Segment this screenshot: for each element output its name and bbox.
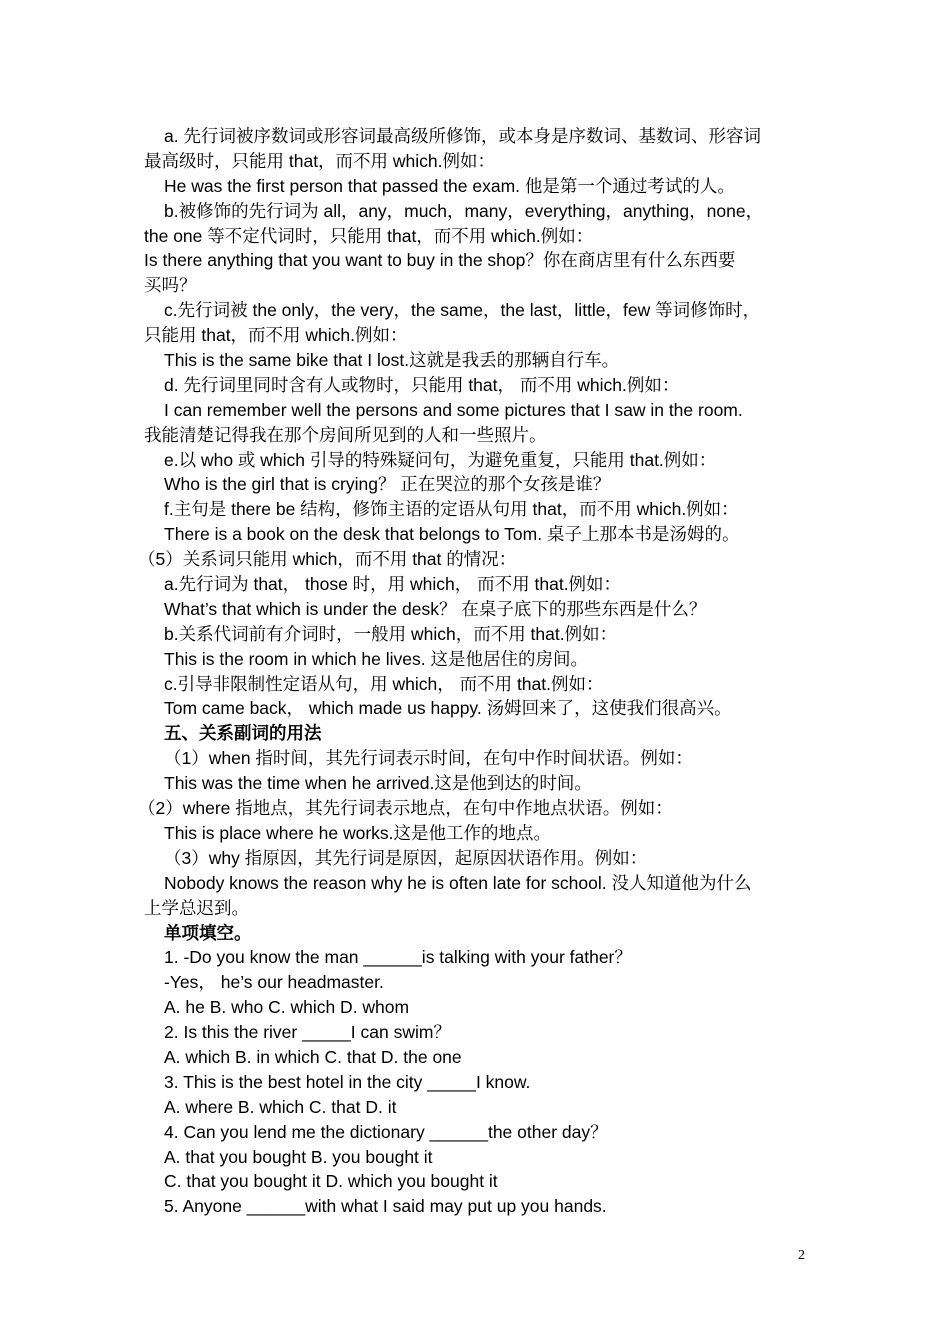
text-line: A. which B. in which C. that D. the one: [164, 1046, 462, 1067]
document-body: [138, 124, 814, 1219]
text-line: 最高级时，只能用 that，而不用 which.例如：: [144, 150, 496, 171]
text-line: a. 先行词被序数词或形容词最高级所修饰，或本身是序数词、基数词、形容词: [164, 126, 761, 146]
text-line: What’s that which is under the desk？ 在桌子底下的那些东西是什么？: [164, 598, 707, 619]
text-line: （3）why 指原因，其先行词是原因，起原因状语作用。例如：: [164, 847, 648, 868]
text-line: c.引导非限制性定语从句，用 which， 而不用 that.例如：: [164, 673, 604, 694]
text-line: （5）关系词只能用 which，而不用 that 的情况：: [138, 549, 517, 570]
text-line: Who is the girl that is crying？ 正在哭泣的那个女孩是谁？: [164, 474, 611, 495]
page-number: 2: [798, 1248, 805, 1263]
section-heading: 五、关系副词的用法: [164, 723, 322, 744]
text-line: c.先行词被 the only，the very，the same，the last，little，few 等词修饰时，: [164, 300, 761, 321]
text-line: the one 等不定代词时，只能用 that，而不用 which.例如：: [144, 225, 594, 246]
text-line: This is the room in which he lives. 这是他居住的房间。: [164, 648, 588, 669]
text-line: A. that you bought B. you bought it: [164, 1146, 433, 1167]
text-line: 买吗？: [144, 275, 197, 296]
text-line: I can remember well the persons and some pictures that I saw in the room.: [164, 399, 743, 420]
text-line: This was the time when he arrived.这是他到达的时间。: [164, 773, 592, 794]
section-heading: 单项填空。: [164, 922, 252, 943]
text-line: Nobody knows the reason why he is often late for school. 没人知道他为什么: [164, 872, 752, 893]
text-line: f.主句是 there be 结构，修饰主语的定语从句用 that，而不用 which.例如：: [164, 499, 739, 520]
text-line: He was the first person that passed the exam. 他是第一个通过考试的人。: [164, 175, 735, 196]
text-line: Is there anything that you want to buy in the shop？你在商店里有什么东西要: [144, 250, 736, 271]
text-line: 5. Anyone ______with what I said may put up you hands.: [164, 1196, 607, 1217]
text-line: e.以 who 或 which 引导的特殊疑问句，为避免重复，只能用 that.例如：: [164, 449, 717, 470]
text-line: （1）when 指时间，其先行词表示时间，在句中作时间状语。例如：: [164, 748, 693, 769]
text-line: This is the same bike that I lost.这就是我丢的那辆自行车。: [164, 350, 620, 371]
text-line: C. that you bought it D. which you bought it: [164, 1171, 498, 1192]
text-line: 我能清楚记得我在那个房间所见到的人和一些照片。: [144, 424, 547, 445]
text-line: 只能用 that，而不用 which.例如：: [144, 325, 408, 346]
text-line: There is a book on the desk that belongs to Tom. 桌子上那本书是汤姆的。: [164, 524, 740, 545]
text-line: 上学总迟到。: [144, 897, 249, 918]
text-line: 3. This is the best hotel in the city _____I know.: [164, 1071, 531, 1092]
text-line: A. he B. who C. which D. whom: [164, 997, 410, 1018]
text-line: 4. Can you lend me the dictionary ______the other day？: [164, 1121, 608, 1142]
text-line: d. 先行词里同时含有人或物时，只能用 that， 而不用 which.例如：: [164, 374, 680, 395]
text-line: a.先行词为 that， those 时，用 which， 而不用 that.例如：: [164, 574, 622, 595]
text-line: -Yes， he’s our headmaster.: [164, 972, 384, 993]
text-line: b.被修饰的先行词为 all，any，much，many，everything，anything，none，: [164, 200, 764, 221]
text-line: 1. -Do you know the man ______is talking with your father？: [164, 947, 632, 968]
text-line: A. where B. which C. that D. it: [164, 1096, 397, 1117]
text-line: 2. Is this the river _____I can swim？: [164, 1022, 451, 1043]
text-line: （2）where 指地点，其先行词表示地点，在句中作地点状语。例如：: [138, 798, 673, 819]
text-line: This is place where he works.这是他工作的地点。: [164, 822, 552, 843]
text-line: b.关系代词前有介词时，一般用 which，而不用 that.例如：: [164, 623, 618, 644]
text-line: Tom came back， which made us happy. 汤姆回来了，这使我们很高兴。: [164, 698, 732, 719]
